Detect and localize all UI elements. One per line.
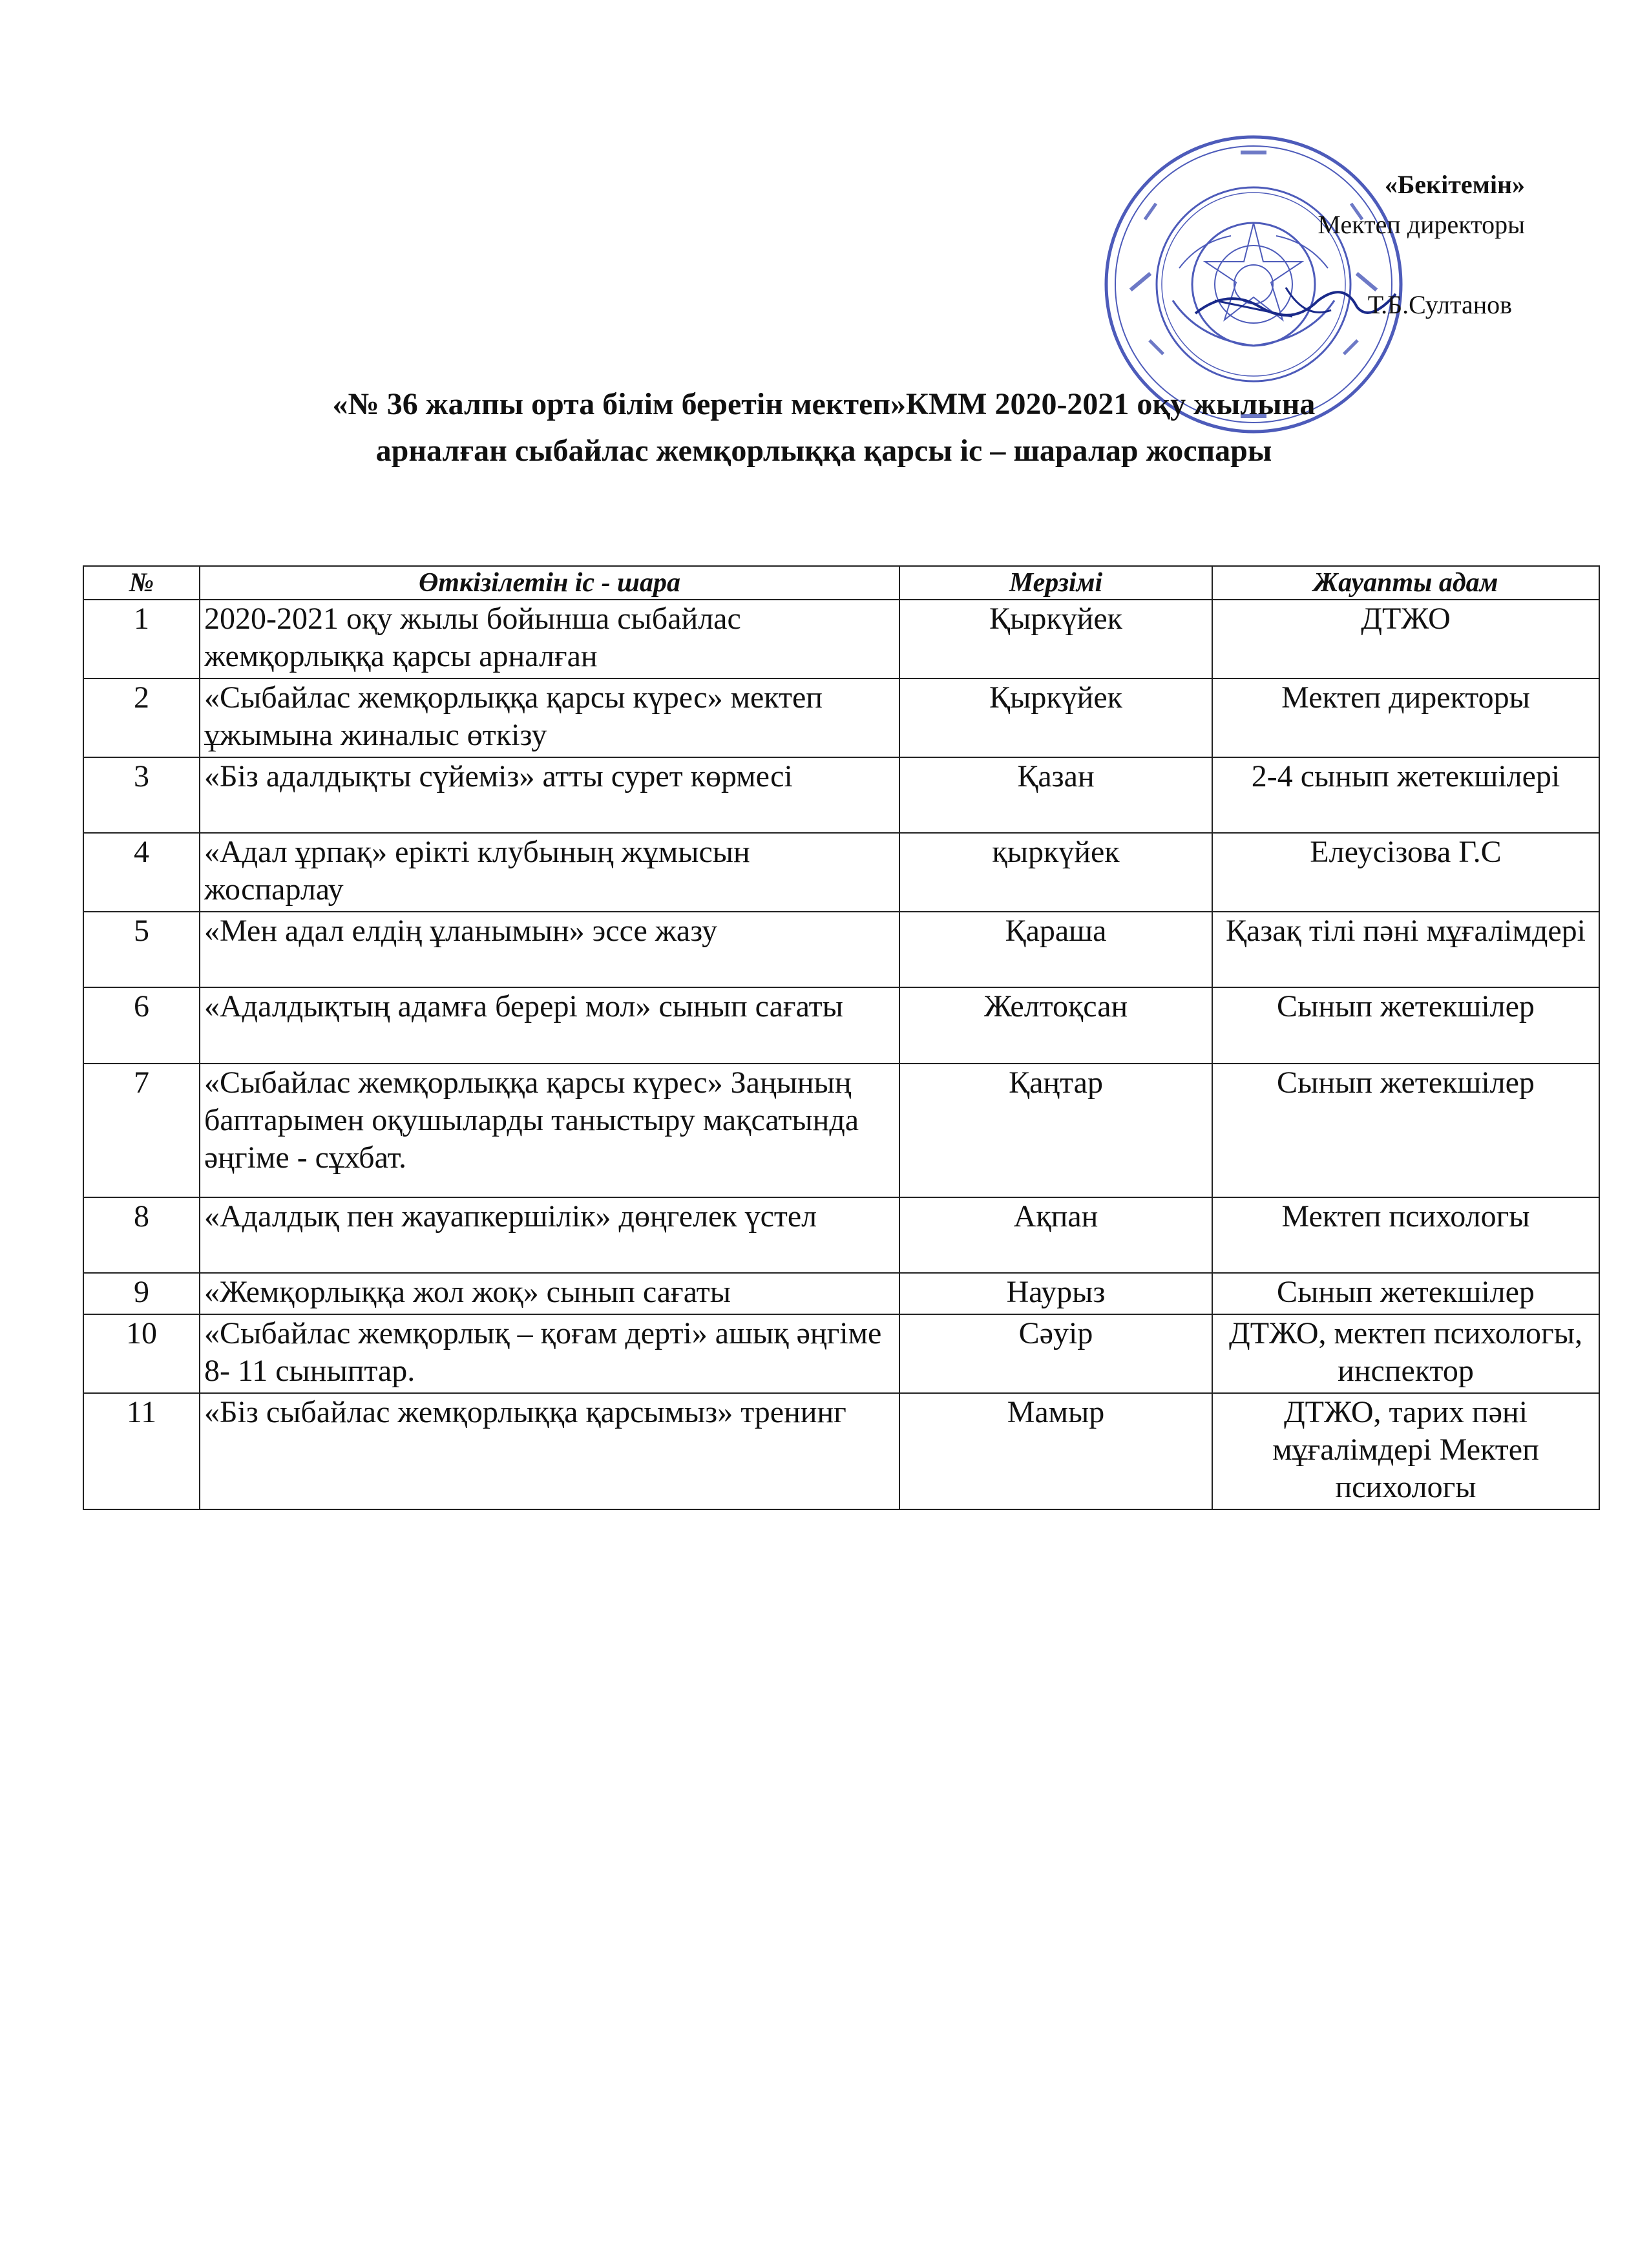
table-row — [83, 757, 1599, 833]
table-row — [83, 987, 1599, 1064]
title-line-1: «№ 36 жалпы орта білім беретін мектеп»КММ 2020-2021 оқу жылына — [332, 387, 1316, 421]
row-period: Мамыр — [899, 1393, 1212, 1509]
row-responsible: Сынып жетекшілер — [1212, 987, 1599, 1064]
document-title — [194, 381, 1454, 474]
header-event: Өткізілетін іс - шара — [200, 566, 899, 600]
row-period: Қыркүйек — [899, 600, 1212, 678]
row-number: 4 — [83, 833, 200, 912]
approval-block — [1279, 165, 1551, 325]
row-event: «Жемқорлыққа жол жоқ» сынып сағаты — [200, 1273, 899, 1314]
row-responsible: Сынып жетекшілер — [1212, 1064, 1599, 1197]
row-number: 7 — [83, 1064, 200, 1197]
row-responsible: ДТЖО, мектеп психологы, инспектор — [1212, 1314, 1599, 1393]
row-event: «Мен адал елдің ұланымын» эссе жазу — [200, 912, 899, 987]
row-responsible: Елеусізова Г.С — [1212, 833, 1599, 912]
row-responsible: Мектеп директоры — [1212, 678, 1599, 757]
table-header-row — [83, 566, 1599, 600]
table-row — [83, 600, 1599, 678]
row-event: «Адалдық пен жауапкершілік» дөңгелек үстел — [200, 1197, 899, 1273]
header-responsible: Жауапты адам — [1212, 566, 1599, 600]
row-period: қыркүйек — [899, 833, 1212, 912]
row-period: Ақпан — [899, 1197, 1212, 1273]
table-row — [83, 1064, 1599, 1197]
table-row — [83, 678, 1599, 757]
row-period: Сәуір — [899, 1314, 1212, 1393]
row-event: «Сыбайлас жемқорлыққа қарсы күрес» мектеп ұжымына жиналыс өткізу — [200, 678, 899, 757]
plan-table — [83, 565, 1600, 1510]
row-responsible: Сынып жетекшілер — [1212, 1273, 1599, 1314]
row-event: «Біз адалдықты сүйеміз» атты сурет көрмесі — [200, 757, 899, 833]
header-period: Мерзімі — [899, 566, 1212, 600]
row-period: Қыркүйек — [899, 678, 1212, 757]
table-row — [83, 1197, 1599, 1273]
row-responsible: Қазақ тілі пәні мұғалімдері — [1212, 912, 1599, 987]
row-period: Қазан — [899, 757, 1212, 833]
row-event: «Сыбайлас жемқорлық – қоғам дерті» ашық әңгіме 8- 11 сыныптар. — [200, 1314, 899, 1393]
table-row — [83, 1314, 1599, 1393]
row-number: 3 — [83, 757, 200, 833]
approval-name: Т.Б.Султанов — [1367, 290, 1512, 319]
row-event: «Адал ұрпақ» ерікті клубының жұмысын жоспарлау — [200, 833, 899, 912]
title-line-2: арналған сыбайлас жемқорлыққа қарсы іс – шаралар жоспары — [375, 434, 1272, 468]
row-number: 6 — [83, 987, 200, 1064]
row-period: Наурыз — [899, 1273, 1212, 1314]
row-responsible: ДТЖО — [1212, 600, 1599, 678]
row-number: 2 — [83, 678, 200, 757]
row-number: 1 — [83, 600, 200, 678]
row-responsible: ДТЖО, тарих пәні мұғалімдері Мектеп психологы — [1212, 1393, 1599, 1509]
row-event: «Адалдықтың адамға берері мол» сынып сағаты — [200, 987, 899, 1064]
row-number: 5 — [83, 912, 200, 987]
row-period: Қаңтар — [899, 1064, 1212, 1197]
table-row — [83, 912, 1599, 987]
row-period: Желтоқсан — [899, 987, 1212, 1064]
row-event: «Біз сыбайлас жемқорлыққа қарсымыз» тренинг — [200, 1393, 899, 1509]
row-number: 10 — [83, 1314, 200, 1393]
approval-role: Мектеп директоры — [1318, 210, 1525, 239]
row-responsible: Мектеп психологы — [1212, 1197, 1599, 1273]
table-row — [83, 833, 1599, 912]
row-responsible: 2-4 сынып жетекшілері — [1212, 757, 1599, 833]
row-event: 2020-2021 оқу жылы бойынша сыбайлас жемқорлыққа қарсы арналған — [200, 600, 899, 678]
table-row — [83, 1393, 1599, 1509]
plan-table-body — [83, 600, 1599, 1509]
table-row — [83, 1273, 1599, 1314]
row-number: 9 — [83, 1273, 200, 1314]
row-period: Қараша — [899, 912, 1212, 987]
row-event: «Сыбайлас жемқорлыққа қарсы күрес» Заңының баптарымен оқушыларды таныстыру мақсатында әңгіме - сұхбат. — [200, 1064, 899, 1197]
row-number: 11 — [83, 1393, 200, 1509]
row-number: 8 — [83, 1197, 200, 1273]
header-num: № — [83, 566, 200, 600]
approval-heading: «Бекітемін» — [1384, 170, 1525, 199]
